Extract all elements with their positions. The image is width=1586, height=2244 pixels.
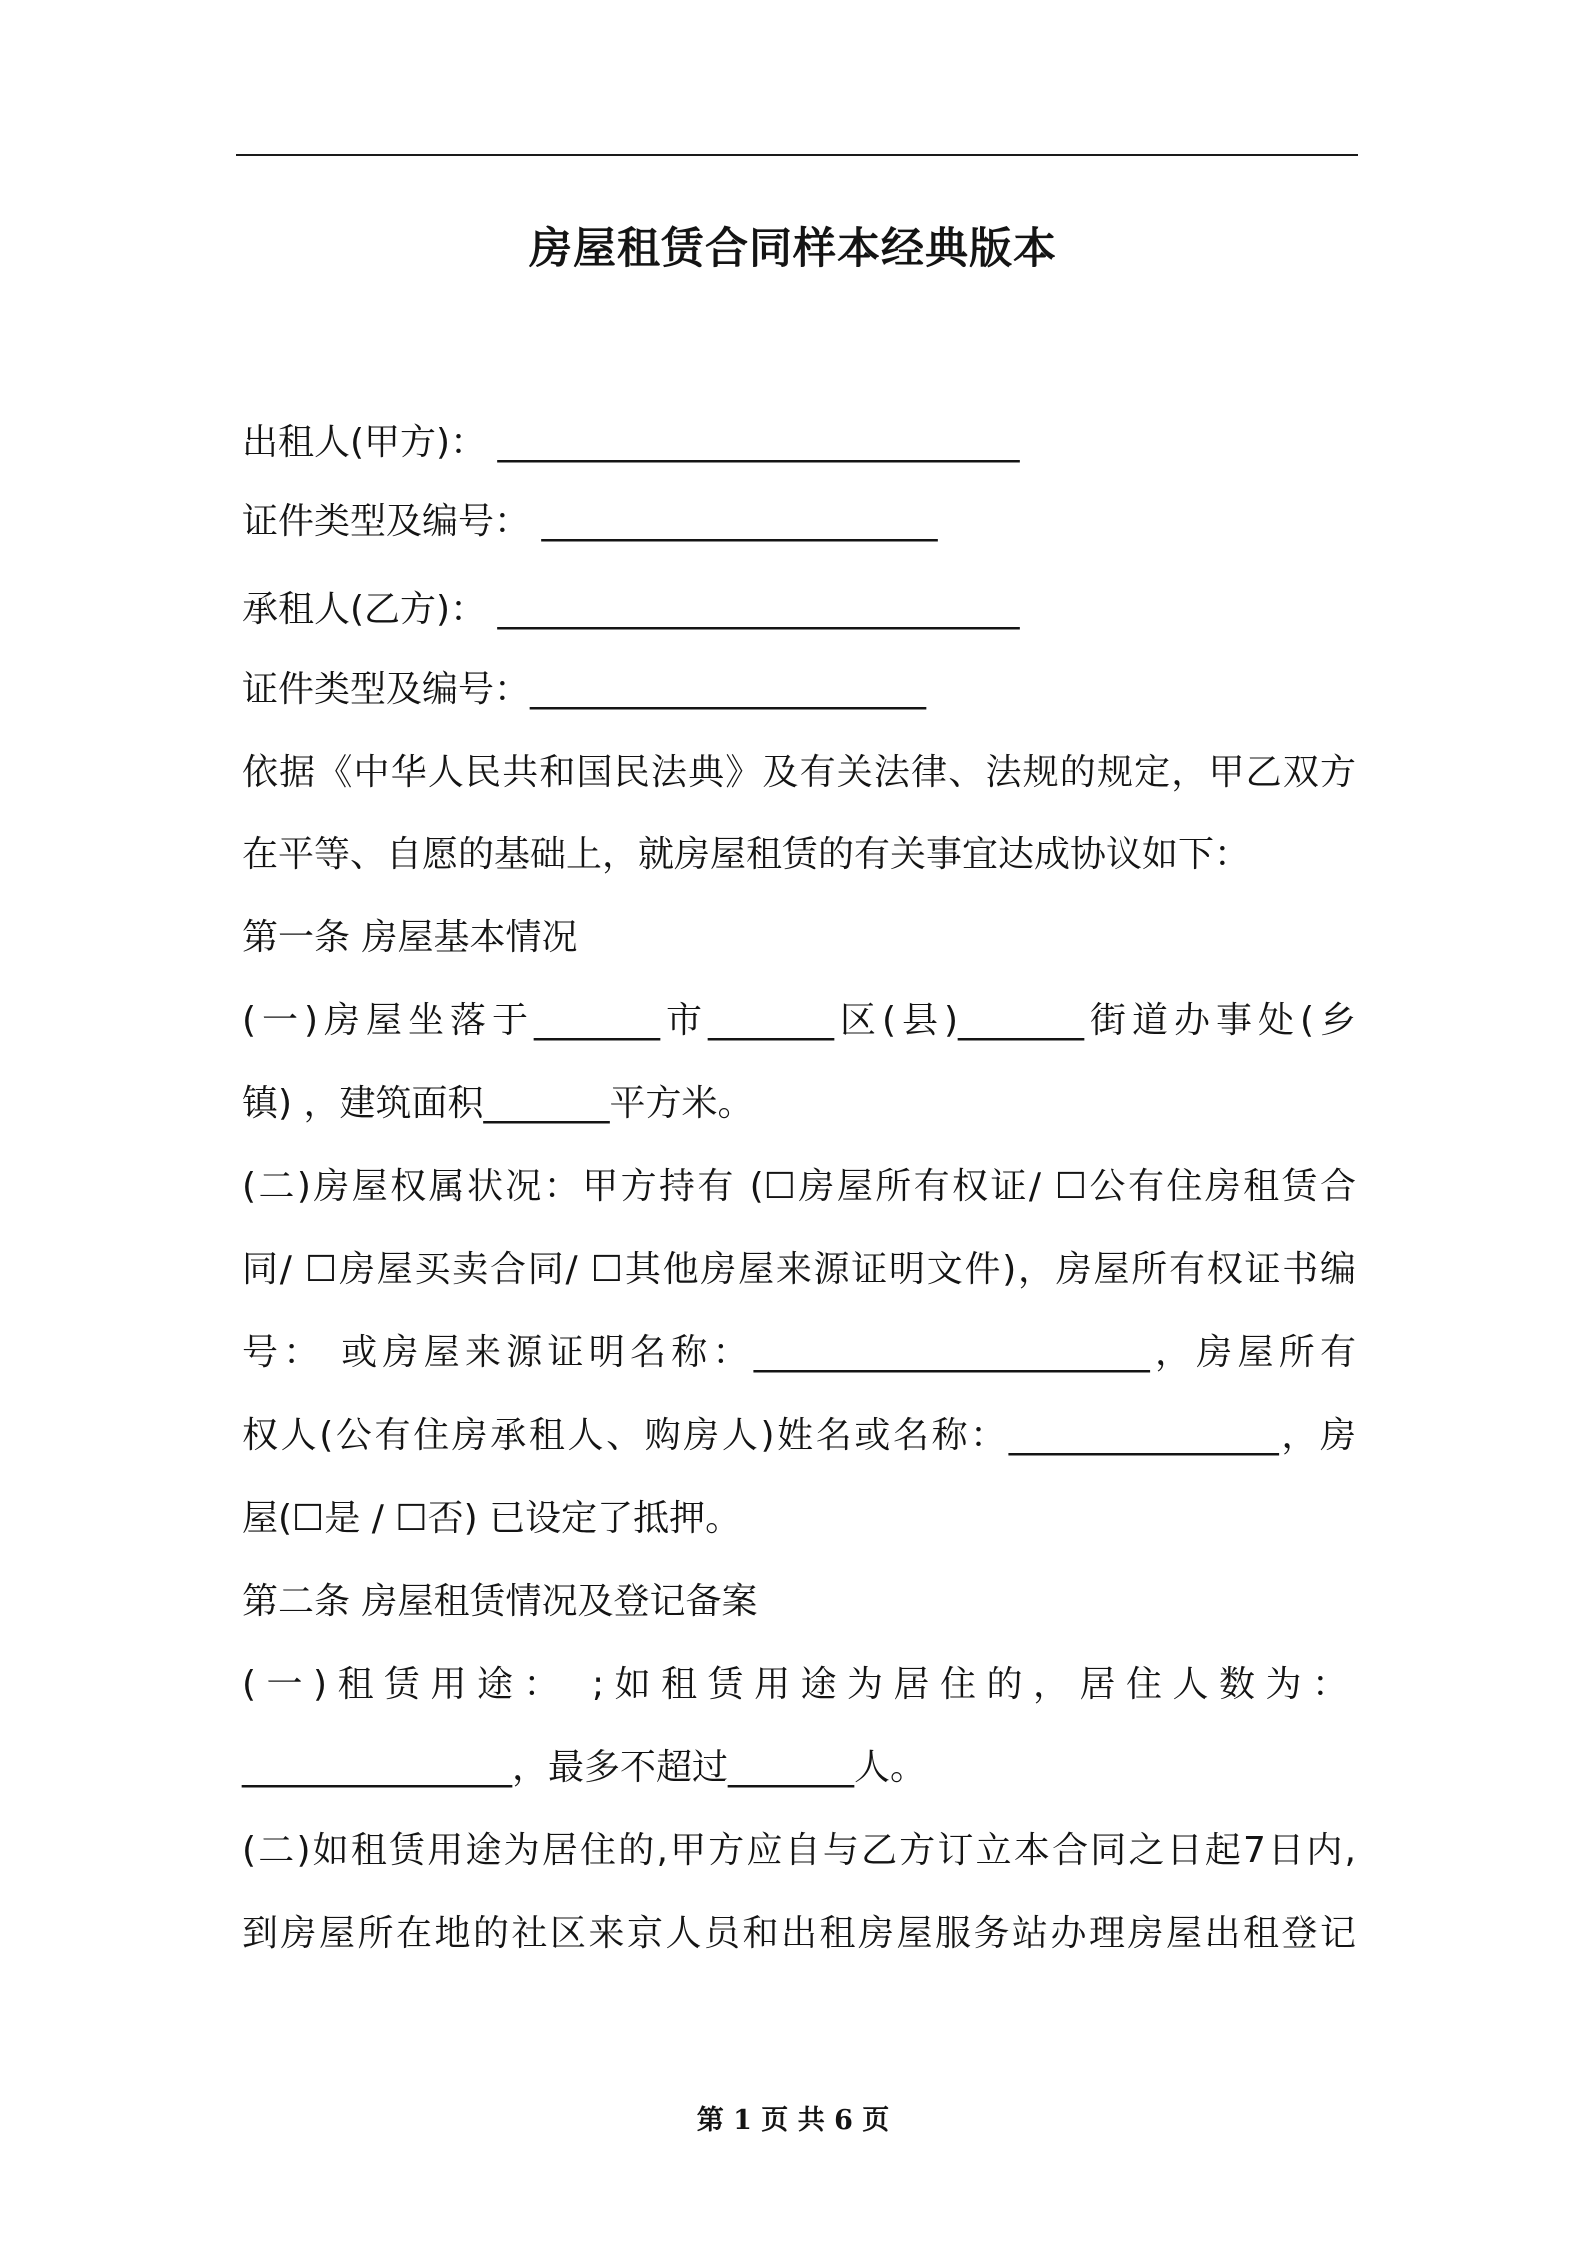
article-1-clause-2-line-1: (二)房屋权属状况：甲方持有 (☐房屋所有权证/ ☐公有住房租赁合 bbox=[242, 1166, 1356, 1207]
lessor-line: 出租人(甲方)： _____________________________ bbox=[242, 422, 1020, 463]
article-1-clause-2-line-4: 权人(公有住房承租人、购房人)姓名或名称：_______________，房 bbox=[242, 1415, 1356, 1456]
article-1-clause-2-line-3: 号： 或房屋来源证明名称：______________________，房屋所有 bbox=[242, 1332, 1356, 1373]
article-2-clause-1-line-2: _______________，最多不超过_______人。 bbox=[242, 1747, 927, 1788]
page-footer: 第 1 页 共 6 页 bbox=[696, 2105, 890, 2136]
article-1-heading: 第一条 房屋基本情况 bbox=[242, 917, 578, 958]
lessee-id-line: 证件类型及编号：______________________ bbox=[242, 669, 927, 710]
article-2-clause-1-line-1: (一)租赁用途： ;如租赁用途为居住的，居住人数为： bbox=[242, 1664, 1356, 1705]
article-2-clause-2-line-2: 到房屋所在地的社区来京人员和出租房屋服务站办理房屋出租登记 bbox=[242, 1913, 1356, 1954]
article-1-clause-1-line-1: (一)房屋坐落于_______市_______区(县)_______街道办事处(乡 bbox=[242, 1000, 1356, 1041]
lessee-line: 承租人(乙方)： _____________________________ bbox=[242, 589, 1020, 630]
preamble-line-1: 依据《中华人民共和国民法典》及有关法律、法规的规定，甲乙双方 bbox=[242, 752, 1356, 793]
article-2-heading: 第二条 房屋租赁情况及登记备案 bbox=[242, 1581, 758, 1622]
header-rule bbox=[236, 154, 1358, 156]
document-title: 房屋租赁合同样本经典版本 bbox=[529, 224, 1057, 274]
article-1-clause-2-line-5: 屋(☐是 / ☐否) 已设定了抵押。 bbox=[242, 1498, 742, 1539]
article-1-clause-1-line-2: 镇) ，建筑面积_______平方米。 bbox=[242, 1083, 754, 1124]
article-2-clause-2-line-1: (二)如租赁用途为居住的,甲方应自与乙方订立本合同之日起7日内, bbox=[242, 1830, 1356, 1871]
lessor-id-line: 证件类型及编号： ______________________ bbox=[242, 501, 938, 542]
article-1-clause-2-line-2: 同/ ☐房屋买卖合同/ ☐其他房屋来源证明文件)，房屋所有权证书编 bbox=[242, 1249, 1356, 1290]
preamble-line-2: 在平等、自愿的基础上，就房屋租赁的有关事宜达成协议如下： bbox=[242, 834, 1251, 875]
